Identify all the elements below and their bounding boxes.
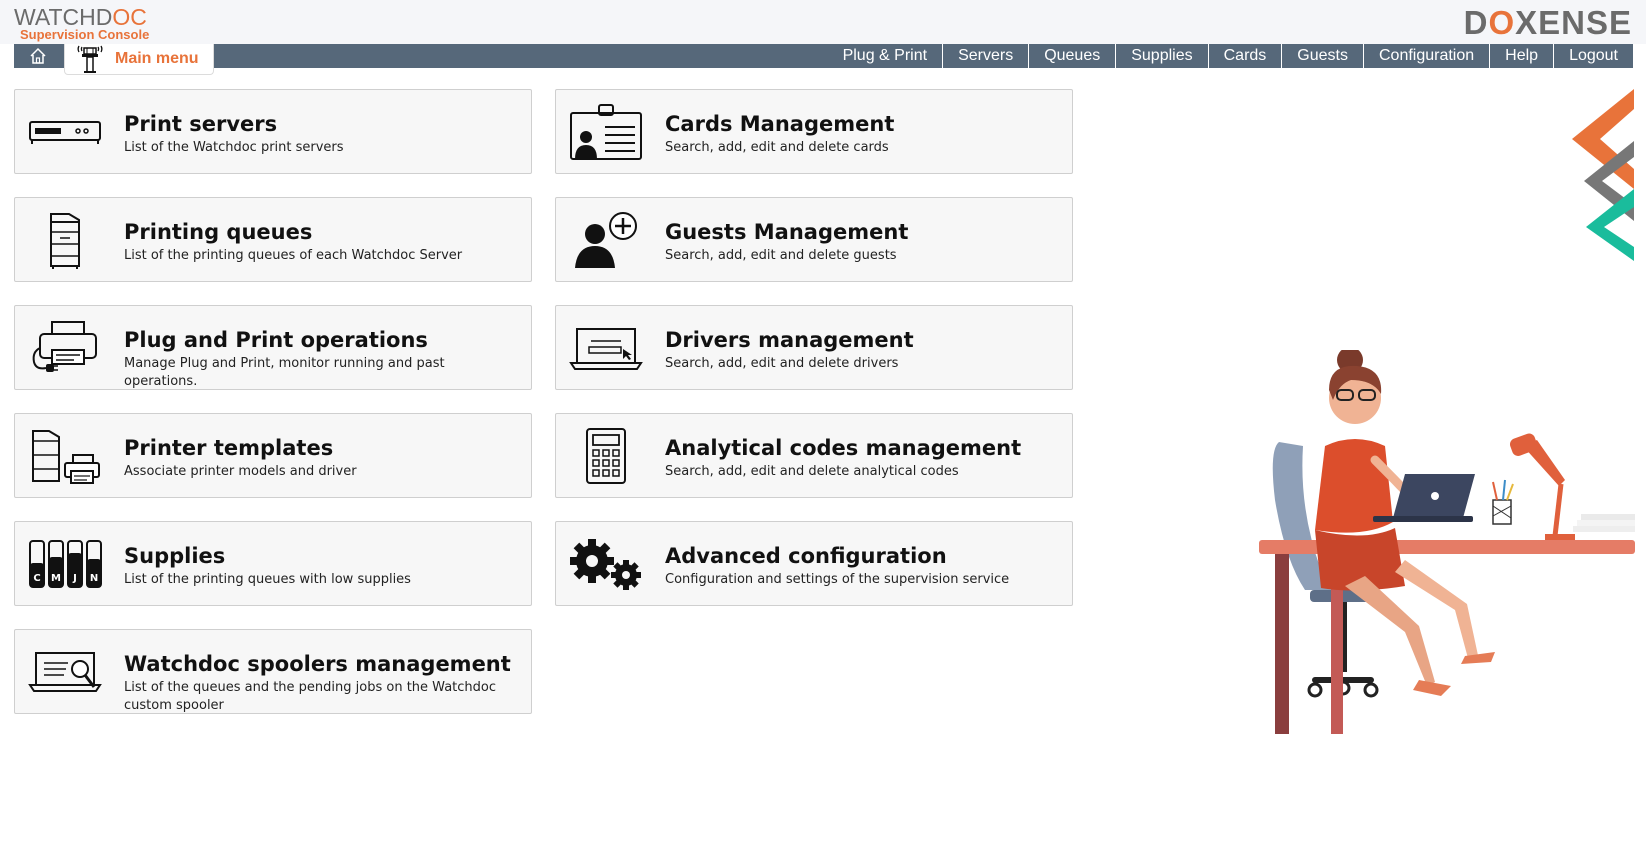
card-title: Analytical codes management: [665, 436, 1022, 460]
card-description: Search, add, edit and delete analytical codes: [665, 464, 959, 479]
card-title: Guests Management: [665, 220, 909, 244]
nav-help[interactable]: Help: [1489, 44, 1553, 68]
id-card-icon: [566, 102, 646, 162]
main-menu-label: Main menu: [115, 50, 199, 67]
card-title: Plug and Print operations: [124, 328, 428, 352]
supervision-console-label: Supervision Console: [20, 27, 150, 42]
card-printer-templates[interactable]: [14, 413, 532, 498]
add-guest-icon: [566, 210, 646, 270]
card-title: Printer templates: [124, 436, 334, 460]
nav-queues[interactable]: Queues: [1028, 44, 1115, 68]
card-description: Manage Plug and Print, monitor running and past operations.: [124, 356, 445, 389]
card-supplies[interactable]: [14, 521, 532, 606]
nav-plug-print[interactable]: Plug & Print: [842, 47, 928, 64]
card-description: List of the Watchdoc print servers: [124, 140, 344, 155]
home-button[interactable]: [14, 44, 62, 68]
nav-configuration[interactable]: Configuration: [1363, 44, 1489, 68]
nav-links: [828, 44, 1633, 68]
plug-printer-icon: [25, 318, 105, 378]
doxense-chevrons-decoration: [1570, 89, 1634, 261]
supply-letter-m: M: [51, 573, 61, 584]
gears-icon: [566, 534, 646, 594]
toner-supplies-icon: [25, 534, 105, 594]
card-title: Printing queues: [124, 220, 313, 244]
card-description: Search, add, edit and delete cards: [665, 140, 889, 155]
card-title: Advanced configuration: [665, 544, 947, 568]
doxense-logo: DOXENSE: [1463, 4, 1632, 41]
card-title: Watchdoc spoolers management: [124, 652, 511, 676]
card-description: List of the queues and the pending jobs on the Watchdoc custom spooler: [124, 680, 496, 713]
card-title: Supplies: [124, 544, 226, 568]
nav-cards[interactable]: Cards: [1208, 44, 1282, 68]
control-tower-icon: [73, 44, 107, 74]
card-printing-queues[interactable]: [14, 197, 532, 282]
card-guests-management[interactable]: [555, 197, 1073, 282]
laptop-search-icon: [25, 642, 105, 702]
card-spoolers-management[interactable]: [14, 629, 532, 714]
printer-tower-icon: [25, 210, 105, 270]
watchdoc-wordmark: WATCHDOC: [14, 4, 147, 30]
card-cards-management[interactable]: [555, 89, 1073, 174]
card-description: Associate printer models and driver: [124, 464, 357, 479]
nav-guests[interactable]: Guests: [1281, 44, 1363, 68]
main-menu-tab[interactable]: [64, 44, 214, 75]
print-server-icon: [25, 102, 105, 162]
supply-letter-j: J: [73, 573, 77, 584]
home-icon: [29, 47, 47, 65]
printer-templates-icon: [25, 426, 105, 486]
card-title: Drivers management: [665, 328, 914, 352]
card-drivers-management[interactable]: [555, 305, 1073, 390]
watchdoc-logo[interactable]: [14, 6, 174, 40]
calculator-icon: [566, 426, 646, 486]
top-bar: [0, 0, 1646, 44]
card-description: Configuration and settings of the supervision service: [665, 572, 1010, 587]
supply-letter-c: C: [33, 573, 41, 584]
nav-bar: [14, 44, 1633, 68]
laptop-driver-icon: [566, 318, 646, 378]
card-title: Cards Management: [665, 112, 895, 136]
card-description: Search, add, edit and delete drivers: [665, 356, 899, 371]
card-print-servers[interactable]: [14, 89, 532, 174]
nav-logout[interactable]: Logout: [1553, 44, 1633, 68]
supply-letter-n: N: [89, 573, 99, 584]
nav-servers[interactable]: Servers: [942, 44, 1028, 68]
card-analytical-codes[interactable]: [555, 413, 1073, 498]
nav-supplies[interactable]: Supplies: [1115, 44, 1207, 68]
card-plug-print[interactable]: [14, 305, 532, 390]
card-description: List of the printing queues with low supplies: [124, 572, 411, 587]
card-advanced-configuration[interactable]: [555, 521, 1073, 606]
card-description: List of the printing queues of each Watchdoc Server: [124, 248, 463, 263]
woman-at-desk-illustration: [1255, 350, 1635, 735]
card-title: Print servers: [124, 112, 278, 136]
card-description: Search, add, edit and delete guests: [665, 248, 897, 263]
